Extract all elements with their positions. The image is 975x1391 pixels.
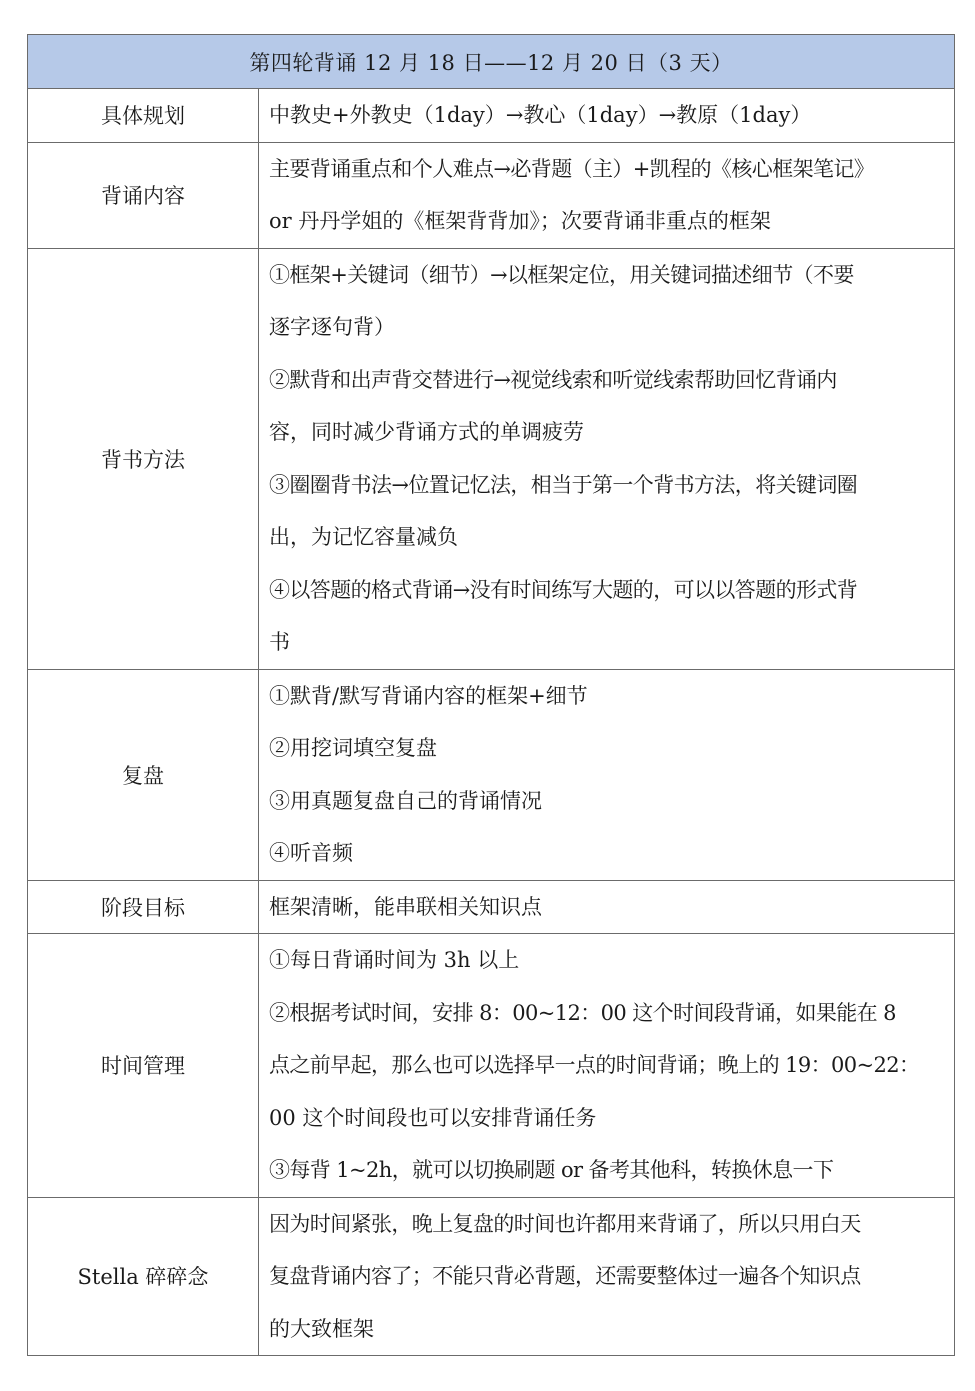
content-line: 逐字逐句背） (269, 315, 395, 339)
row-label-plan: 具体规划 (28, 89, 259, 143)
content-line: 容，同时减少背诵方式的单调疲劳 (269, 420, 584, 444)
table-row-content (28, 142, 955, 248)
content-line: ③每背 1~2h，就可以切换刷题 or 备考其他科，转换休息一下 (269, 1158, 834, 1182)
row-content-time (259, 934, 955, 1198)
content-line: 主要背诵重点和个人难点→必背题（主）+凯程的《核心框架笔记》 (269, 156, 875, 181)
table-row-notes (28, 1197, 955, 1356)
study-plan-table (27, 34, 955, 1356)
row-content-content (259, 142, 955, 248)
table-row-review (28, 669, 955, 880)
content-line: 框架清晰，能串联相关知识点 (269, 894, 542, 919)
content-line: ②用挖词填空复盘 (269, 736, 437, 760)
row-content-plan (259, 89, 955, 143)
content-line: ①默背/默写背诵内容的框架+细节 (269, 683, 588, 708)
content-line: 因为时间紧张，晚上复盘的时间也许都用来背诵了，所以只用白天 (269, 1211, 861, 1236)
content-line: 中教史+外教史（1day）→教心（1day）→教原（1day） (269, 103, 812, 127)
content-line: ③用真题复盘自己的背诵情况 (269, 788, 542, 813)
content-line: ②根据考试时间，安排 8：00~12：00 这个时间段背诵，如果能在 8 (269, 1000, 896, 1025)
content-line: ④以答题的格式背诵→没有时间练写大题的，可以以答题的形式背 (269, 577, 858, 602)
table-row-goal (28, 880, 955, 934)
content-line: 出，为记忆容量减负 (269, 525, 458, 549)
content-line: 书 (269, 630, 290, 654)
content-line: or 丹丹学姐的《框架背背加》；次要背诵非重点的框架 (269, 209, 771, 233)
row-content-method (259, 248, 955, 669)
table-title: 第四轮背诵 12 月 18 日——12 月 20 日（3 天） (28, 35, 955, 89)
row-content-goal (259, 880, 955, 934)
row-label-content: 背诵内容 (28, 142, 259, 248)
row-label-review: 复盘 (28, 669, 259, 880)
content-line: ④听音频 (269, 841, 353, 865)
row-label-time: 时间管理 (28, 934, 259, 1198)
row-label-goal: 阶段目标 (28, 880, 259, 934)
table-row-method (28, 248, 955, 669)
content-line: 点之前早起，那么也可以选择早一点的时间背诵；晚上的 19：00~22： (269, 1053, 920, 1077)
content-line: ②默背和出声背交替进行→视觉线索和听觉线索帮助回忆背诵内 (269, 367, 837, 392)
row-content-review (259, 669, 955, 880)
table-row-plan (28, 89, 955, 143)
content-line: 的大致框架 (269, 1316, 374, 1341)
row-label-method: 背书方法 (28, 248, 259, 669)
content-line: ①框架+关键词（细节）→以框架定位，用关键词描述细节（不要 (269, 262, 854, 287)
row-content-notes (259, 1197, 955, 1356)
content-line: 00 这个时间段也可以安排背诵任务 (269, 1105, 597, 1130)
content-line: 复盘背诵内容了；不能只背必背题，还需要整体过一遍各个知识点 (269, 1264, 861, 1288)
table-row-time (28, 934, 955, 1198)
content-line: ③圈圈背书法→位置记忆法，相当于第一个背书方法，将关键词圈 (269, 472, 858, 497)
row-label-notes: Stella 碎碎念 (28, 1197, 259, 1356)
title-row (28, 35, 955, 89)
content-line: ①每日背诵时间为 3h 以上 (269, 948, 520, 972)
